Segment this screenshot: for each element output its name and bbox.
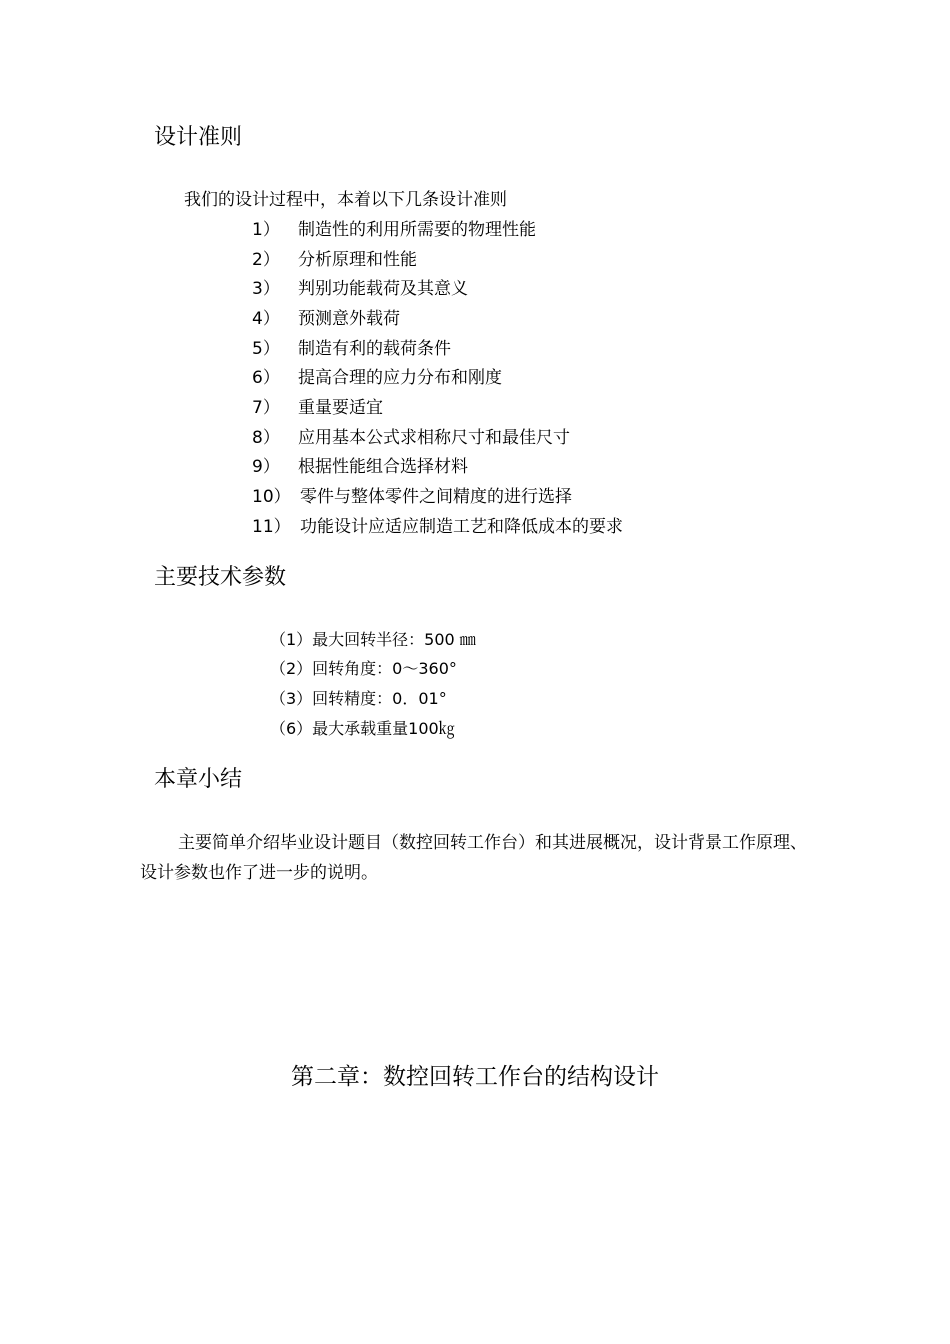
list-item (252, 367, 502, 389)
list-text: 零件与整体零件之间精度的进行选择 (300, 487, 572, 507)
param-item: （2）回转角度：0～360° (270, 659, 457, 678)
list-text: 根据性能组合选择材料 (298, 457, 468, 477)
list-number: 7） (252, 398, 280, 418)
param-item: （3）回转精度：0．01° (270, 689, 447, 708)
list-number: 4） (252, 309, 280, 329)
list-text: 预测意外载荷 (298, 309, 400, 329)
list-text: 分析原理和性能 (298, 250, 417, 270)
list-text: 提高合理的应力分布和刚度 (298, 368, 502, 388)
list-item (252, 427, 570, 449)
list-item (252, 219, 536, 241)
list-item (252, 456, 468, 478)
summary-paragraph: 主要简单介绍毕业设计题目（数控回转工作台）和其进展概况，设计背景工作原理、设计参数也作了进一步的说明。 (140, 833, 807, 883)
list-item (252, 278, 468, 300)
list-number: 10） (252, 487, 291, 507)
design-principles-heading: 设计准则 (154, 125, 243, 150)
list-text: 功能设计应适应制造工艺和降低成本的要求 (300, 517, 623, 537)
param-item: （6）最大承载重量100㎏ (270, 719, 455, 738)
list-item (252, 249, 417, 271)
list-item (252, 338, 451, 360)
list-text: 制造性的利用所需要的物理性能 (298, 220, 536, 240)
tech-params-heading: 主要技术参数 (154, 565, 287, 590)
list-text: 判别功能载荷及其意义 (298, 279, 468, 299)
design-principles-intro: 我们的设计过程中，本着以下几条设计准则 (184, 190, 507, 210)
list-number: 3） (252, 279, 280, 299)
list-number: 11） (252, 517, 291, 537)
list-number: 8） (252, 428, 280, 448)
chapter-title: 第二章：数控回转工作台的结构设计 (291, 1064, 659, 1090)
list-item (252, 486, 572, 508)
list-item (252, 516, 623, 538)
param-item: （1）最大回转半径：500 ㎜ (270, 630, 476, 649)
list-item (252, 397, 383, 419)
list-number: 2） (252, 250, 280, 270)
list-item (252, 308, 400, 330)
list-text: 应用基本公式求相称尺寸和最佳尺寸 (298, 428, 570, 448)
list-number: 5） (252, 339, 280, 359)
summary-heading: 本章小结 (154, 767, 243, 792)
list-text: 制造有利的载荷条件 (298, 339, 451, 359)
list-number: 9） (252, 457, 280, 477)
list-text: 重量要适宜 (298, 398, 383, 418)
list-number: 1） (252, 220, 280, 240)
list-number: 6） (252, 368, 280, 388)
